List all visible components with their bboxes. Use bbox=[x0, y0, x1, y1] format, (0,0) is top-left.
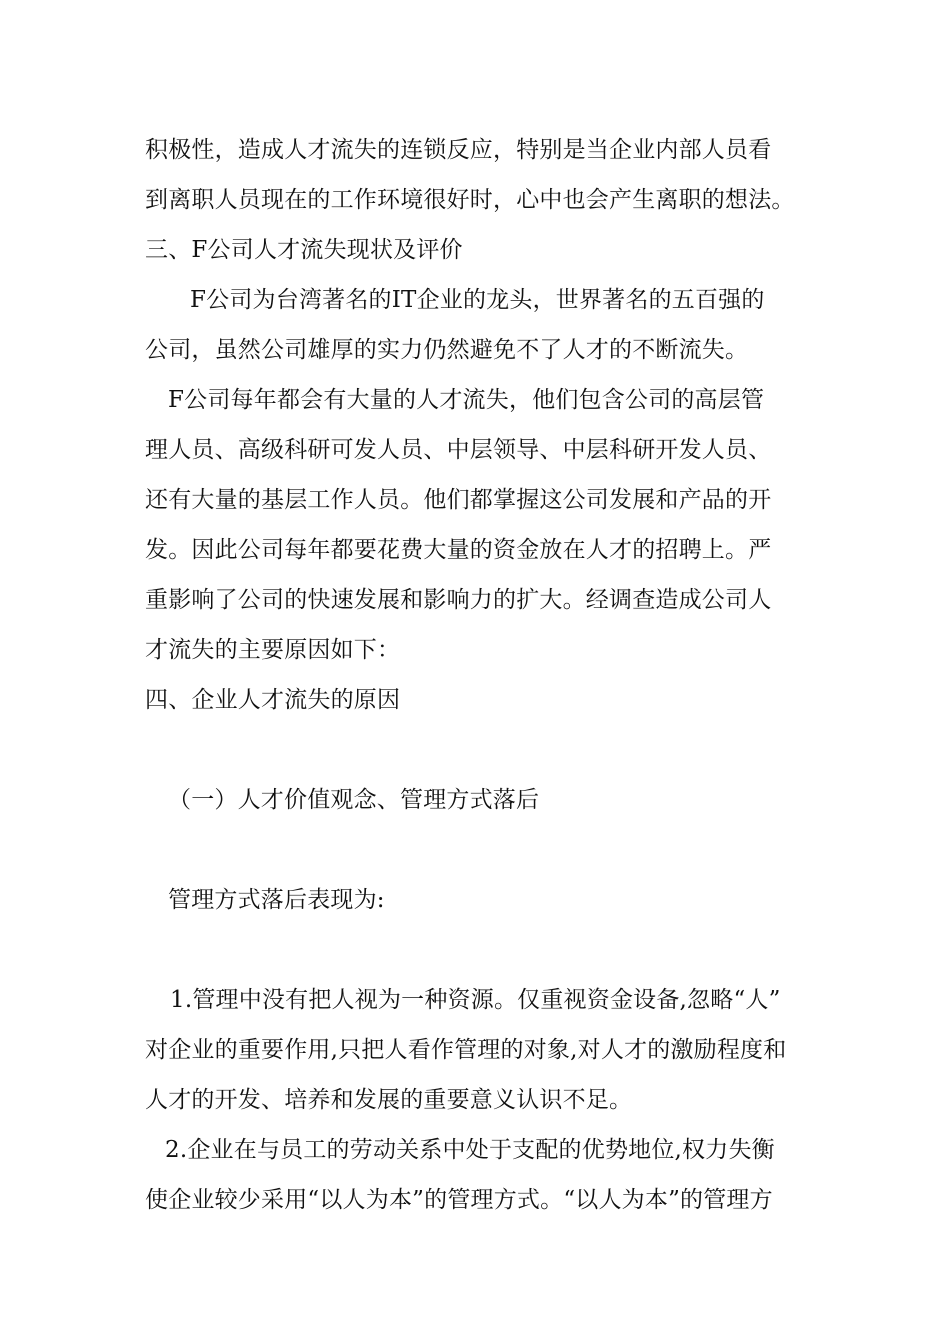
body-text-line: 到离职人员现在的工作环境很好时，心中也会产生离职的想法。 bbox=[145, 187, 795, 213]
list-item-line: 1.管理中没有把人视为一种资源。仅重视资金设备,忽略“人” bbox=[170, 987, 781, 1013]
body-text-line: F公司每年都会有大量的人才流失，他们包含公司的高层管 bbox=[168, 387, 765, 413]
body-text-line: 积极性，造成人才流失的连锁反应，特别是当企业内部人员看 bbox=[145, 137, 772, 163]
body-text-line: 公司，虽然公司雄厚的实力仍然避免不了人才的不断流失。 bbox=[145, 337, 749, 363]
body-text-line: 人才的开发、培养和发展的重要意义认识不足。 bbox=[145, 1087, 633, 1113]
body-text-line: 理人员、高级科研可发人员、中层领导、中层科研开发人员、 bbox=[145, 437, 772, 463]
body-text-line: 重影响了公司的快速发展和影响力的扩大。经调查造成公司人 bbox=[145, 587, 772, 613]
body-text-line: F公司为台湾著名的IT企业的龙头，世界著名的五百强的 bbox=[190, 287, 765, 313]
body-text-line: 使企业较少采用“以人为本”的管理方式。“以人为本”的管理方 bbox=[145, 1187, 773, 1213]
body-text-line: 对企业的重要作用,只把人看作管理的对象,对人才的激励程度和 bbox=[145, 1037, 787, 1063]
body-text-line: 管理方式落后表现为: bbox=[168, 887, 385, 913]
list-item-line: 2.企业在与员工的劳动关系中处于支配的优势地位,权力失衡 bbox=[165, 1137, 775, 1163]
subsection-heading: （一）人才价值观念、管理方式落后 bbox=[168, 787, 540, 813]
section-heading: 四、企业人才流失的原因 bbox=[145, 687, 401, 713]
section-heading: 三、F公司人才流失现状及评价 bbox=[145, 237, 463, 263]
body-text-line: 才流失的主要原因如下： bbox=[145, 637, 401, 663]
body-text-line: 发。因此公司每年都要花费大量的资金放在人才的招聘上。严 bbox=[145, 537, 772, 563]
body-text-line: 还有大量的基层工作人员。他们都掌握这公司发展和产品的开 bbox=[145, 487, 772, 513]
